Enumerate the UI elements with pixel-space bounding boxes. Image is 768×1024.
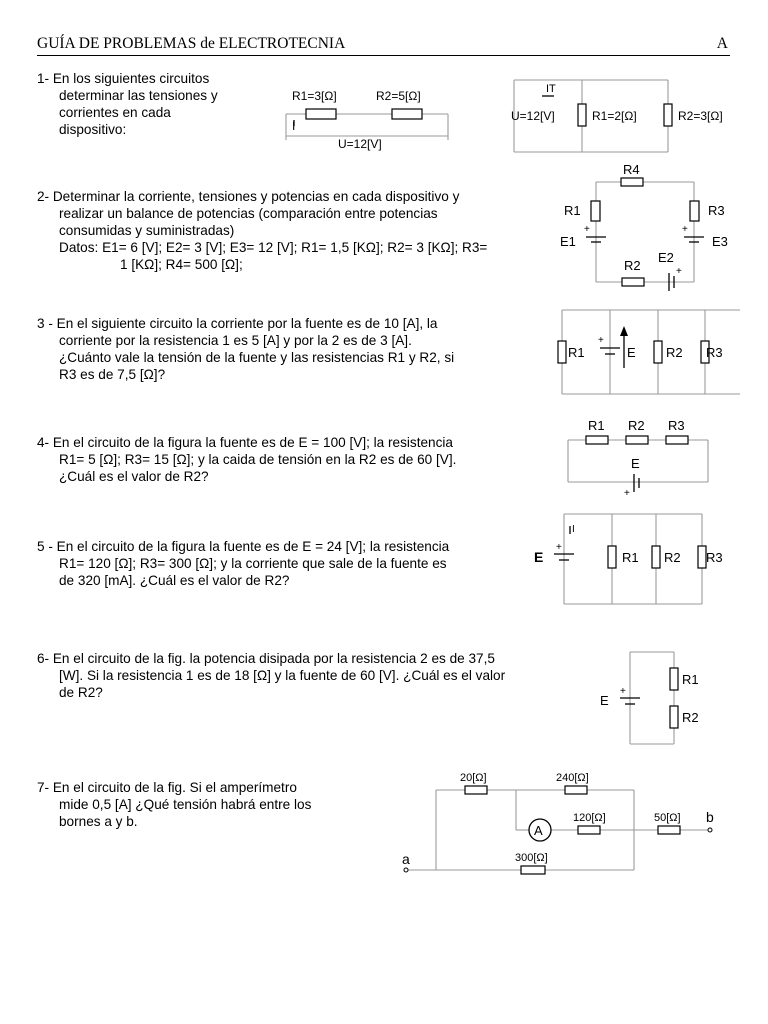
svg-text:+: +	[620, 686, 626, 697]
label-r3: R3	[668, 418, 685, 433]
label-r120: 120[Ω]	[573, 812, 606, 824]
resistor-120	[578, 826, 600, 834]
label-voltage: U=12[V]	[511, 109, 555, 123]
page-header	[37, 35, 730, 56]
problem-3-line-1: 3 - En el siguiente circuito la corriente por la fuente es de 10 [A], la	[37, 316, 438, 331]
resistor-r2	[652, 546, 660, 568]
problem-4-text: 4- En el circuito de la figura la fuente es de E = 100 [V]; la resistencia R1= 5 [Ω]; R3= 15 [Ω]; y la caida de tensión en la R2 es de 60 [V]. ¿Cuál es el valor de R2?	[37, 435, 457, 484]
label-r300: 300[Ω]	[515, 852, 548, 864]
problem-5-text: 5 - En el circuito de la figura la fuente es de E = 24 [V]; la resistencia R1= 120 [Ω]; R3= 300 [Ω]; y la corriente que sale de la fuente es de 320 [mA]. ¿Cuál es el valor de R2?	[37, 539, 450, 588]
resistor-r1	[591, 201, 600, 221]
label-e2: E2	[658, 250, 674, 265]
label-e: E	[534, 549, 544, 565]
terminal-b	[708, 828, 712, 832]
label-current: I	[292, 119, 296, 133]
problem-1-text: 1- En los siguientes circuitos determinar las tensiones y corrientes en cada dispositivo:	[37, 71, 218, 137]
label-r1: R1	[622, 550, 639, 565]
resistor-r2	[670, 706, 678, 728]
problem-6-text: 6- En el circuito de la fig. la potencia disipada por la resistencia 2 es de 37,5 [W]. Si la resistencia 1 es de 18 [Ω] y la fuente de 60 [V]. ¿Cuál es el valor de R2?	[37, 651, 506, 700]
figure-5-circuit	[530, 510, 750, 610]
figure-1b-parallel-circuit	[508, 76, 740, 156]
figure-6-circuit	[596, 648, 716, 750]
resistor-300	[521, 866, 545, 874]
label-ammeter: A	[534, 823, 543, 838]
figure-4-circuit	[564, 412, 714, 502]
resistor-r1	[578, 104, 586, 126]
label-r1: R1	[568, 345, 585, 360]
label-e: E	[627, 345, 636, 360]
problem-7-text: 7- En el circuito de la fig. Si el amperímetro mide 0,5 [A] ¿Qué tensión habrá entre los bornes a y b.	[37, 780, 312, 829]
label-r1: R1=3[Ω]	[292, 89, 337, 103]
label-r2: R2	[664, 550, 681, 565]
label-r2: R2	[682, 710, 699, 725]
label-r2: R2	[666, 345, 683, 360]
label-it: IT	[546, 83, 556, 95]
problem-2-text: 2- Determinar la corriente, tensiones y potencias en cada dispositivo y realizar un balance de potencias (comparación entre potencias consumidas y suministradas) Datos: E1= 6 [V]; E2= 3 [V]; E3= 12 [V]; R1= 1,5 [KΩ]; R2= 3 [KΩ]; R3= 1 [KΩ]; R4= 500 [Ω];	[37, 189, 488, 272]
page-title: GUÍA DE PROBLEMAS de ELECTROTECNIA	[37, 35, 346, 52]
label-r1: R1	[588, 418, 605, 433]
label-b: b	[706, 809, 714, 825]
label-r4: R4	[623, 162, 640, 177]
resistor-r3	[698, 546, 706, 568]
svg-text:+: +	[624, 488, 630, 499]
label-e: E	[631, 456, 640, 471]
terminal-a	[404, 868, 408, 872]
label-e1: E1	[560, 234, 576, 249]
svg-text:+: +	[598, 335, 604, 346]
svg-text:+: +	[676, 266, 682, 277]
svg-text:+: +	[556, 542, 562, 553]
resistor-r1	[306, 109, 336, 119]
figure-3-circuit	[560, 306, 740, 398]
resistor-r2	[654, 341, 662, 363]
resistor-r1	[558, 341, 566, 363]
resistor-r2	[622, 278, 644, 286]
resistor-r2	[392, 109, 422, 119]
resistor-r2	[626, 436, 648, 444]
label-r3: R3	[706, 345, 723, 360]
label-a: a	[402, 851, 410, 867]
resistor-r2	[664, 104, 672, 126]
resistor-r4	[621, 178, 643, 186]
label-r2: R2=5[Ω]	[376, 89, 421, 103]
problem-3-text: 3 - En el siguiente circuito la corriente por la fuente es de 10 [A], la corriente por la resistencia 1 es 5 [A] y por la 2 es de 3 [A]. ¿Cuánto vale la tensión de la fuente y las resistencias R1 y R2, si R3 es de 7,5 [Ω]?	[37, 315, 534, 383]
resistor-r3	[690, 201, 699, 221]
label-r50: 50[Ω]	[654, 812, 681, 824]
label-r1: R1	[682, 672, 699, 687]
page-letter: A	[716, 35, 728, 52]
label-r20: 20[Ω]	[460, 772, 487, 784]
figure-2-circuit	[556, 160, 746, 300]
label-voltage: U=12[V]	[338, 137, 382, 151]
current-arrow	[620, 326, 628, 336]
figure-1a-series-circuit	[280, 80, 460, 160]
label-current: I	[572, 524, 575, 535]
resistor-50	[658, 826, 680, 834]
label-r2: R2	[628, 418, 645, 433]
svg-text:+: +	[682, 224, 688, 235]
label-e3: E3	[712, 234, 728, 249]
label-r1: R1=2[Ω]	[592, 109, 637, 123]
resistor-240	[565, 786, 587, 794]
label-r2: R2	[624, 258, 641, 273]
figure-7-circuit	[396, 766, 726, 886]
label-r3: R3	[706, 550, 723, 565]
label-r240: 240[Ω]	[556, 772, 589, 784]
resistor-r3	[666, 436, 688, 444]
resistor-20	[465, 786, 487, 794]
label-r2: R2=3[Ω]	[678, 109, 723, 123]
label-r3: R3	[708, 203, 725, 218]
label-r1: R1	[564, 203, 581, 218]
resistor-r1	[608, 546, 616, 568]
label-e: E	[600, 693, 609, 708]
svg-text:+: +	[584, 224, 590, 235]
resistor-r1	[586, 436, 608, 444]
resistor-r1	[670, 668, 678, 690]
